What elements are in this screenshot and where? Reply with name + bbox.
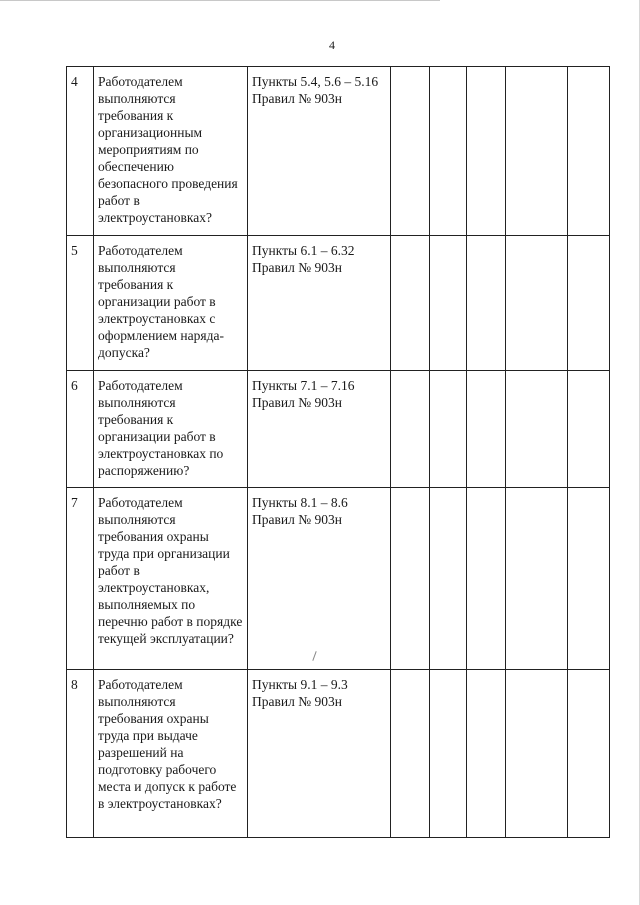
requirement-question: Работодателем выполняются требования охраны труда при организации работ в электроустановках, выполняемых по перечню работ в порядке текущей эксплуатации? xyxy=(94,488,248,670)
checklist-table xyxy=(66,66,610,838)
answer-cell-note xyxy=(506,488,568,670)
requirement-question: Работодателем выполняются требования к организации работ в электроустановках с оформлением наряда-допуска? xyxy=(94,236,248,371)
answer-cell-not-applicable xyxy=(467,236,506,371)
page-number: 4 xyxy=(329,38,335,52)
answer-cell-yes xyxy=(391,670,430,838)
answer-cell-no xyxy=(430,488,467,670)
row-number: 5 xyxy=(67,236,94,371)
legal-reference: Пункты 9.1 – 9.3 Правил № 903н xyxy=(248,670,391,838)
row-number: 8 xyxy=(67,670,94,838)
legal-reference: Пункты 7.1 – 7.16 Правил № 903н xyxy=(248,371,391,488)
requirement-question: Работодателем выполняются требования охраны труда при выдаче разрешений на подготовку рабочего места и допуск к работе в электроустановках? xyxy=(94,670,248,838)
table-row xyxy=(67,236,610,371)
table-row xyxy=(67,670,610,838)
answer-cell-no xyxy=(430,236,467,371)
answer-cell-yes xyxy=(391,488,430,670)
answer-cell-note xyxy=(506,670,568,838)
answer-cell-not-applicable xyxy=(467,67,506,236)
row-number: 7 xyxy=(67,488,94,670)
scan-top-edge-line xyxy=(0,0,440,1)
table-row xyxy=(67,488,610,670)
answer-cell-no xyxy=(430,67,467,236)
legal-reference: Пункты 6.1 – 6.32 Правил № 903н xyxy=(248,236,391,371)
answer-cell-note xyxy=(506,236,568,371)
answer-cell-not-applicable xyxy=(467,488,506,670)
answer-cell-no xyxy=(430,670,467,838)
answer-cell-extra xyxy=(568,670,610,838)
answer-cell-extra xyxy=(568,488,610,670)
answer-cell-extra xyxy=(568,67,610,236)
table-row xyxy=(67,371,610,488)
table-row xyxy=(67,67,610,236)
answer-cell-yes xyxy=(391,67,430,236)
legal-reference: Пункты 5.4, 5.6 – 5.16 Правил № 903н xyxy=(248,67,391,236)
answer-cell-not-applicable xyxy=(467,670,506,838)
answer-cell-not-applicable xyxy=(467,371,506,488)
answer-cell-note xyxy=(506,371,568,488)
answer-cell-extra xyxy=(568,236,610,371)
answer-cell-note xyxy=(506,67,568,236)
answer-cell-yes xyxy=(391,371,430,488)
row-number: 4 xyxy=(67,67,94,236)
answer-cell-no xyxy=(430,371,467,488)
legal-reference: Пункты 8.1 – 8.6 Правил № 903н xyxy=(248,488,391,670)
requirement-question: Работодателем выполняются требования к организационным мероприятиям по обеспечению безопасного проведения работ в электроустановках? xyxy=(94,67,248,236)
answer-cell-extra xyxy=(568,371,610,488)
answer-cell-yes xyxy=(391,236,430,371)
requirement-question: Работодателем выполняются требования к организации работ в электроустановках по распоряжению? xyxy=(94,371,248,488)
row-number: 6 xyxy=(67,371,94,488)
